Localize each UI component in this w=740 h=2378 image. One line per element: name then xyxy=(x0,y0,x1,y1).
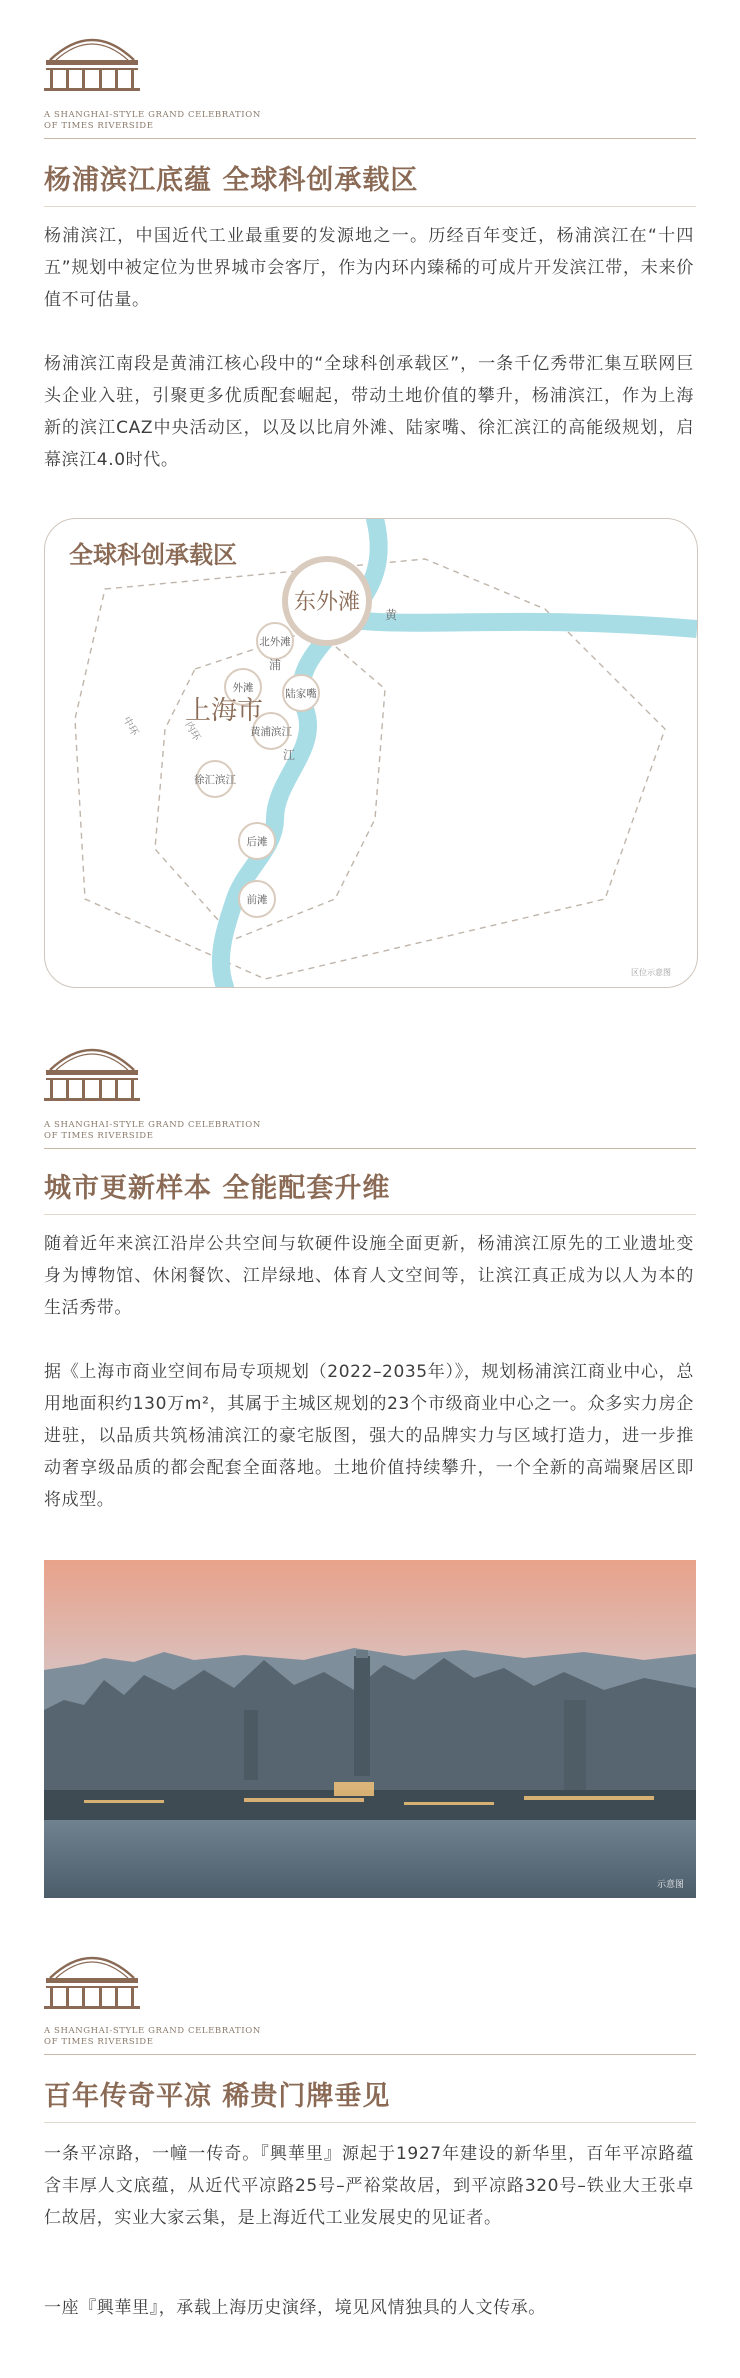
map-graphic xyxy=(45,519,697,987)
ring-label: 中环 xyxy=(120,715,140,738)
river-branch xyxy=(345,619,697,629)
brand-line-1: A SHANGHAI-STYLE GRAND CELEBRATION xyxy=(44,1120,261,1130)
brand-line-2: OF TIMES RIVERSIDE xyxy=(44,121,154,131)
map-city-label: 上海市 xyxy=(185,696,264,726)
brand-line-1: A SHANGHAI-STYLE GRAND CELEBRATION xyxy=(44,2026,261,2036)
cityscape-image xyxy=(44,1560,696,1898)
building-emblem-icon xyxy=(44,1036,140,1102)
brand-tagline xyxy=(44,1120,261,1142)
paragraph: 一条平凉路，一幢一传奇。『興華里』源起于1927年建设的新华里，百年平凉路蕴含丰厚人文底蕴，从近代平凉路25号–严裕棠故居，到平凉路320号–铁业大王张卓仁故居，实业大家云集，是上海近代工业发展史的见证者。 xyxy=(44,2144,694,2228)
paragraph: 杨浦滨江南段是黄浦江核心段中的“全球科创承载区”，一条千亿秀带汇集互联网巨头企业入驻，引聚更多优质配套崛起，带动土地价值的攀升，杨浦滨江，作为上海新的滨江CAZ中央活动区，以及以比肩外滩、陆家嘴、徐汇滨江的高能级规划，启幕滨江4.0时代。 xyxy=(44,354,694,470)
section-title: 百年传奇平凉 稀贵门牌垂见 xyxy=(44,2081,391,2112)
paragraph: 随着近年来滨江沿岸公共空间与软硬件设施全面更新，杨浦滨江原先的工业遗址变身为博物馆、休闲餐饮、江岸绿地、体育人文空间等，让滨江真正成为以人为本的生活秀带。 xyxy=(44,1234,694,1318)
place-label: 前滩 xyxy=(246,894,268,906)
ring-label: 内环 xyxy=(182,720,202,743)
riverside-cityscape-photo xyxy=(44,1560,696,1898)
map-caption: 区位示意图 xyxy=(631,968,671,977)
brand-tagline xyxy=(44,2026,261,2048)
place-label: 后滩 xyxy=(246,836,268,848)
paragraph: 杨浦滨江，中国近代工业最重要的发源地之一。历经百年变迁，杨浦滨江在“十四五”规划中被定位为世界城市会客厅，作为内环内臻稀的可成片开发滨江带，未来价值不可估量。 xyxy=(44,226,694,310)
place-label: 陆家嘴 xyxy=(285,688,317,700)
divider-light xyxy=(44,2122,696,2123)
divider xyxy=(44,2054,696,2055)
map-title: 全球科创承载区 xyxy=(69,541,237,569)
divider-light xyxy=(44,1214,696,1215)
place-label: 外滩 xyxy=(232,682,254,694)
place-label: 徐汇滨江 xyxy=(194,774,236,786)
section-title: 城市更新样本 全能配套升维 xyxy=(44,1173,391,1204)
paragraph: 据《上海市商业空间布局专项规划（2022–2035年）》，规划杨浦滨江商业中心，总用地面积约130万m²，其属于主城区规划的23个市级商业中心之一。众多实力房企进驻，以品质共筑杨浦滨江的豪宅版图，强大的品牌实力与区域打造力，进一步推动奢享级品质的都会配套全面落地。土地价值持续攀升，一个全新的高端聚居区即将成型。 xyxy=(44,1362,694,1510)
brand-line-2: OF TIMES RIVERSIDE xyxy=(44,2037,154,2047)
river-char: 浦 xyxy=(269,658,282,672)
brand-tagline xyxy=(44,110,261,132)
photo-caption: 示意图 xyxy=(656,1880,684,1890)
location-map xyxy=(44,518,698,988)
paragraph: 一座『興華里』，承载上海历史演绎，境见风情独具的人文传承。 xyxy=(44,2298,546,2318)
place-label: 北外滩 xyxy=(259,636,291,648)
section-title: 杨浦滨江底蕴 全球科创承载区 xyxy=(44,165,419,196)
divider-light xyxy=(44,206,696,207)
river-char: 黄 xyxy=(385,608,398,622)
brand-line-1: A SHANGHAI-STYLE GRAND CELEBRATION xyxy=(44,110,261,120)
brand-line-2: OF TIMES RIVERSIDE xyxy=(44,1131,154,1141)
highlight-label: 东外滩 xyxy=(293,590,361,615)
river-char: 江 xyxy=(283,748,296,762)
building-emblem-icon xyxy=(44,26,140,92)
divider xyxy=(44,138,696,139)
divider xyxy=(44,1148,696,1149)
place-label: 黄浦滨江 xyxy=(250,726,292,738)
building-emblem-icon xyxy=(44,1944,140,2010)
